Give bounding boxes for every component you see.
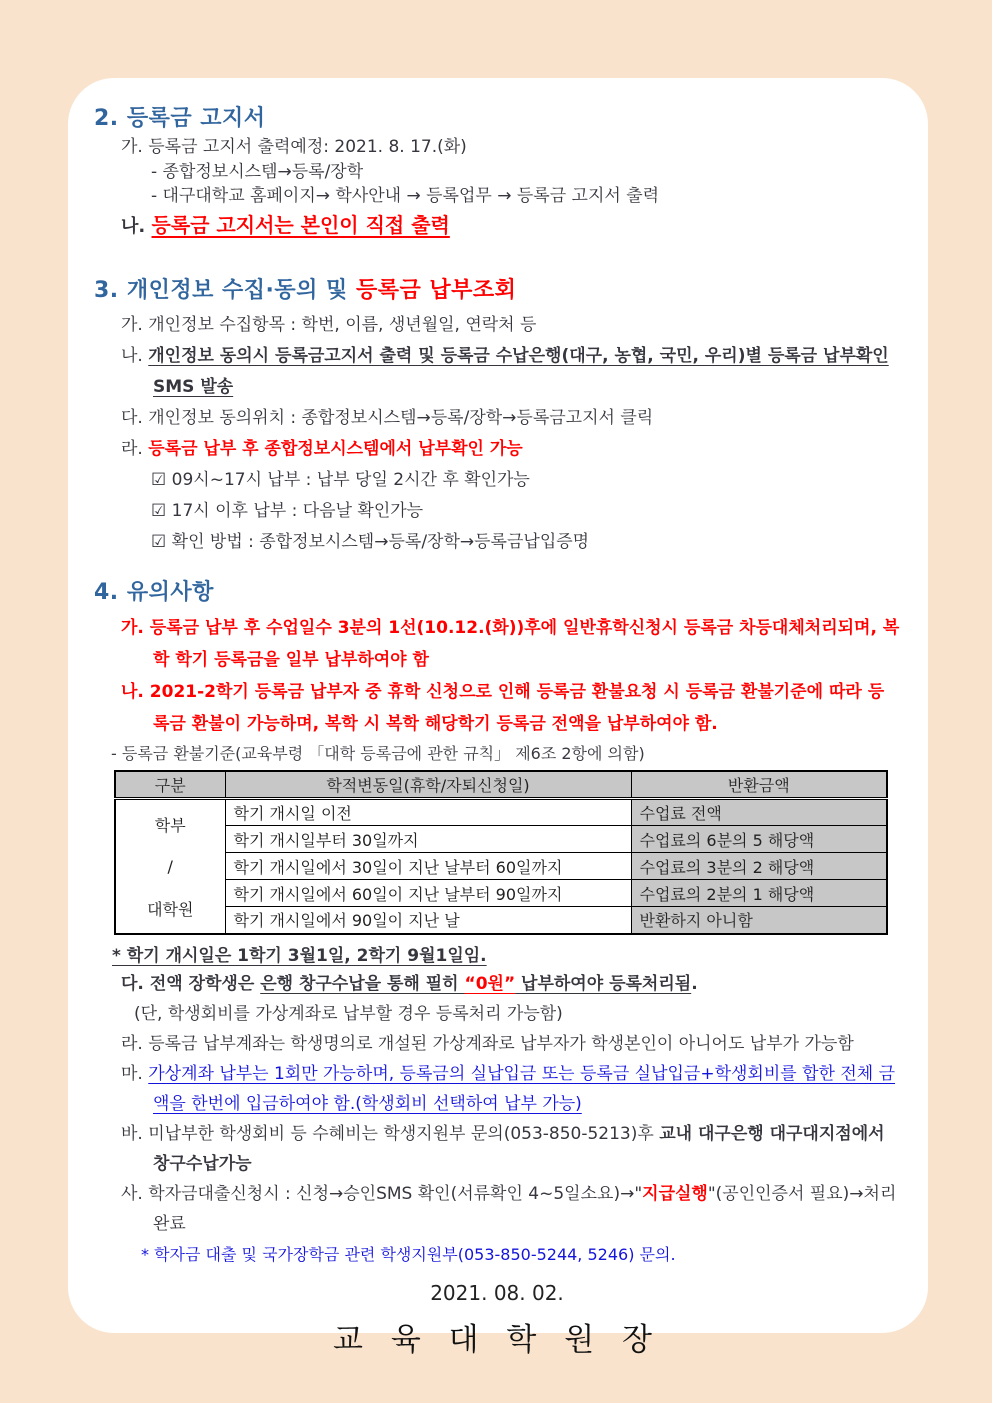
sec4-da-seg2: 은행 창구수납을 통해 필히 bbox=[260, 973, 465, 994]
sec3-na-prefix: 나. bbox=[121, 346, 149, 366]
sec4-item-da bbox=[94, 969, 900, 999]
col-header-category: 구분 bbox=[115, 771, 225, 799]
semester-start-footnote: * 학기 개시일은 1학기 3월1일, 2학기 9월1일임. bbox=[112, 945, 487, 966]
period-cell: 학기 개시일에서 30일이 지난 날부터 60일까지 bbox=[225, 853, 631, 880]
check-item-2: ☑ 17시 이후 납부 : 다음날 확인가능 bbox=[151, 501, 424, 521]
sec4-sa-payment-exec: 지급실행 bbox=[642, 1183, 708, 1204]
sec4-da-prefix: 다. bbox=[121, 973, 150, 994]
sec4-item-na: 나. 2021-2학기 등록금 납부자 중 휴학 신청으로 인해 등록금 환불요청 시 등록금 환불기준에 따라 등록금 환불이 가능하며, 복학 시 복학 해당학기 등록금 전액을 납부하여야 함. bbox=[121, 682, 885, 734]
sec4-sa-seg3: "(공인인증서 필요)→처리완료 bbox=[153, 1183, 897, 1234]
group-cell-undergrad-grad bbox=[115, 799, 225, 934]
col-header-change-date: 학적변동일(휴학/자퇴신청일) bbox=[225, 771, 631, 799]
group-line-2: / bbox=[167, 856, 173, 876]
refund-table-header-row bbox=[115, 771, 887, 799]
refund-rule-note: - 등록금 환불기준(교육부령 「대학 등록금에 관한 규칙」 제6조 2항에 의함) bbox=[111, 744, 645, 763]
sec4-da-seg4: 납부하여야 등록처리됨 bbox=[515, 973, 692, 994]
sec2-sub-path-1: - 종합정보시스템→등록/장학 bbox=[151, 162, 364, 182]
col-header-refund-amount: 반환금액 bbox=[631, 771, 887, 799]
table-row bbox=[115, 853, 887, 880]
sec3-item-ra bbox=[94, 434, 900, 465]
sec4-ba-seg2: 교내 대구은행 대구대지점에서 창구수납가능 bbox=[153, 1123, 885, 1174]
notice-date: 2021. 08. 02. bbox=[430, 1280, 564, 1305]
sec4-item-ra: 라. 등록금 납부계좌는 학생명의로 개설된 가상계좌로 납부자가 학생본인이 아니어도 납부가 가능함 bbox=[121, 1033, 854, 1054]
section-personal-info bbox=[94, 276, 900, 558]
sec2-item-na bbox=[94, 210, 900, 242]
table-row bbox=[115, 799, 887, 826]
sec4-da-sub-note: (단, 학생회비를 가상계좌로 납부할 경우 등록처리 가능함) bbox=[134, 1003, 563, 1024]
refund-cell: 반환하지 아니함 bbox=[631, 907, 887, 934]
sec4-item-ba bbox=[94, 1119, 900, 1179]
section-cautions bbox=[94, 578, 900, 1269]
sec4-da-zero-won: “0원” bbox=[464, 973, 516, 994]
table-row bbox=[115, 880, 887, 907]
sec4-ba-seg-prefix: 바. bbox=[121, 1123, 149, 1144]
check-item-3: ☑ 확인 방법 : 종합정보시스템→등록/장학→등록금납입증명 bbox=[151, 532, 590, 552]
sec4-ma-prefix: 마. bbox=[121, 1063, 149, 1084]
issuer-signature: 교 육 대 학 원 장 bbox=[333, 1321, 661, 1358]
table-row bbox=[115, 907, 887, 934]
sec2-na-prefix: 나. bbox=[121, 216, 152, 237]
group-line-3: 대학원 bbox=[147, 899, 194, 919]
sec4-ma-text: 가상계좌 납부는 1회만 가능하며, 등록금의 실납입금 또는 등록금 실납입금+학생회비를 합한 전체 금액을 한번에 입금하여야 함.(학생회비 선택하여 납부 가능) bbox=[148, 1063, 896, 1114]
sec3-ra-prefix: 라. bbox=[121, 439, 149, 459]
sec3-item-da: 다. 개인정보 동의위치 : 종합정보시스템→등록/장학→등록금고지서 클릭 bbox=[121, 408, 654, 428]
sec3-item-na bbox=[94, 341, 900, 403]
section-tuition-bill bbox=[94, 104, 900, 242]
period-cell: 학기 개시일에서 90일이 지난 날 bbox=[225, 907, 631, 934]
sec4-da-seg5: . bbox=[691, 973, 698, 994]
section-2-title: 2. 등록금 고지서 bbox=[94, 106, 266, 131]
section-3-title bbox=[94, 276, 900, 306]
refund-cell: 수업료 전액 bbox=[631, 799, 887, 826]
sec3-title-blue: 3. 개인정보 수집·동의 및 bbox=[94, 278, 356, 303]
sec4-sa-seg1: 학자금대출신청시 : 신청→승인SMS 확인(서류확인 4~5일소요)→" bbox=[148, 1183, 643, 1204]
group-stack bbox=[124, 802, 217, 930]
refund-cell: 수업료의 3분의 2 해당액 bbox=[631, 853, 887, 880]
section-4-title: 4. 유의사항 bbox=[94, 580, 214, 605]
sec4-sa-prefix: 사. bbox=[121, 1183, 149, 1204]
period-cell: 학기 개시일에서 60일이 지난 날부터 90일까지 bbox=[225, 880, 631, 907]
notice-panel bbox=[68, 78, 928, 1358]
refund-table bbox=[114, 770, 888, 935]
check-item-1: ☑ 09시~17시 납부 : 납부 당일 2시간 후 확인가능 bbox=[151, 470, 530, 490]
period-cell: 학기 개시일부터 30일까지 bbox=[225, 826, 631, 853]
sec4-item-ga: 가. 등록금 납부 후 수업일수 3분의 1선(10.12.(화))후에 일반휴학신청시 등록금 차등대체처리되며, 복학 학기 등록금을 일부 납부하여야 함 bbox=[121, 618, 900, 670]
sec3-item-ga: 가. 개인정보 수집항목 : 학번, 이름, 생년월일, 연락처 등 bbox=[121, 315, 537, 335]
sec4-da-seg1: 전액 장학생은 bbox=[149, 973, 261, 994]
sec2-na-warning-text: 등록금 고지서는 본인이 직접 출력 bbox=[151, 213, 450, 237]
student-loan-contact-note: * 학자금 대출 및 국가장학금 관련 학생지원부(053-850-5244, 5246) 문의. bbox=[141, 1244, 676, 1264]
sec3-na-text: 개인정보 동의시 등록금고지서 출력 및 등록금 수납은행(대구, 농협, 국민, 우리)별 등록금 납부확인 SMS 발송 bbox=[148, 346, 889, 397]
refund-cell: 수업료의 6분의 5 해당액 bbox=[631, 826, 887, 853]
group-line-1: 학부 bbox=[154, 815, 186, 835]
period-cell: 학기 개시일 이전 bbox=[225, 799, 631, 826]
sec3-title-red: 등록금 납부조회 bbox=[355, 278, 517, 303]
sec2-item-ga: 가. 등록금 고지서 출력예정: 2021. 8. 17.(화) bbox=[121, 137, 467, 157]
sec4-item-ma bbox=[94, 1059, 900, 1119]
refund-cell: 수업료의 2분의 1 해당액 bbox=[631, 880, 887, 907]
sec4-item-sa bbox=[94, 1179, 900, 1239]
sec2-sub-path-2: - 대구대학교 홈페이지→ 학사안내 → 등록업무 → 등록금 고지서 출력 bbox=[151, 186, 660, 206]
sec4-ba-seg1: 미납부한 학생회비 등 수혜비는 학생지원부 문의(053-850-5213)후 bbox=[148, 1123, 660, 1144]
table-row bbox=[115, 826, 887, 853]
sec3-ra-text: 등록금 납부 후 종합정보시스템에서 납부확인 가능 bbox=[148, 439, 523, 459]
